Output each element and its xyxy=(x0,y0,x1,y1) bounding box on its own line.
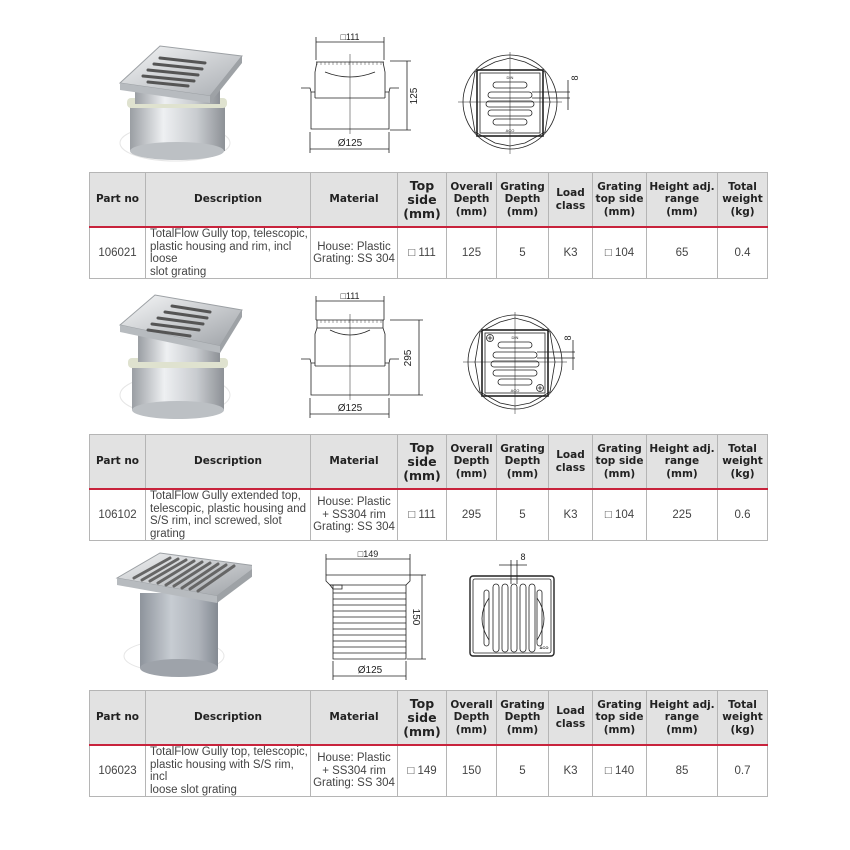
cell-material: House: Plastic Grating: SS 304 xyxy=(311,227,398,279)
header-grating-top-side: Grating top side (mm) xyxy=(593,435,647,490)
header-total-weight: Total weight (kg) xyxy=(718,435,768,490)
top-dimension-label: □111 xyxy=(340,291,360,301)
cell-load-class: K3 xyxy=(549,227,593,279)
header-load-class: Load class xyxy=(549,173,593,228)
diameter-dimension-label: Ø125 xyxy=(337,138,363,149)
cell-overall-depth: 125 xyxy=(447,227,497,279)
header-part-no: Part no xyxy=(90,691,146,746)
cell-height-adj: 85 xyxy=(647,745,718,797)
spec-table-106023 xyxy=(89,690,768,797)
header-overall-depth: Overall Depth (mm) xyxy=(447,173,497,228)
header-material: Material xyxy=(311,173,398,228)
slot-dimension-label: 8 xyxy=(570,75,580,81)
header-part-no: Part no xyxy=(90,173,146,228)
cell-load-class: K3 xyxy=(549,489,593,541)
cell-height-adj: 225 xyxy=(647,489,718,541)
cell-overall-depth: 295 xyxy=(447,489,497,541)
cell-description: TotalFlow Gully top, telescopic, plastic housing and rim, incl loose slot grating xyxy=(146,227,311,279)
height-dimension-label: 150 xyxy=(410,608,421,626)
grating-label-bottom: ACO xyxy=(505,128,515,133)
table-header-row xyxy=(90,691,768,746)
aco-logo: ACO xyxy=(539,645,549,650)
header-grating-top-side: Grating top side (mm) xyxy=(593,173,647,228)
cell-height-adj: 65 xyxy=(647,227,718,279)
header-description: Description xyxy=(146,691,311,746)
top-view-drawing-106023 xyxy=(465,548,565,658)
cell-description: TotalFlow Gully extended top, telescopic, plastic housing and S/S rim, incl screwed, slot grating xyxy=(146,489,311,541)
header-height-adj: Height adj. range (mm) xyxy=(647,435,718,490)
header-grating-depth: Grating Depth (mm) xyxy=(497,691,549,746)
diameter-dimension-label: Ø125 xyxy=(337,403,363,414)
header-height-adj: Height adj. range (mm) xyxy=(647,691,718,746)
header-top-side: Top side (mm) xyxy=(398,691,447,746)
cell-material: House: Plastic + SS304 rim Grating: SS 304 xyxy=(311,745,398,797)
height-dimension-label: 125 xyxy=(409,87,420,105)
product-photo-106023 xyxy=(112,548,252,683)
grating-label-top: DIN xyxy=(506,75,514,80)
header-load-class: Load class xyxy=(549,435,593,490)
side-view-drawing-106023 xyxy=(300,545,435,680)
cell-grating-depth: 5 xyxy=(497,489,549,541)
cell-load-class: K3 xyxy=(549,745,593,797)
grating-label-bottom: ACO xyxy=(510,388,520,393)
header-overall-depth: Overall Depth (mm) xyxy=(447,435,497,490)
cell-top-side: □ 149 xyxy=(398,745,447,797)
grating-label-top: DIN xyxy=(511,335,519,340)
cell-material: House: Plastic + SS304 rim Grating: SS 304 xyxy=(311,489,398,541)
cell-description: TotalFlow Gully top, telescopic, plastic housing with S/S rim, incl loose slot grating xyxy=(146,745,311,797)
cell-grating-top-side: □ 104 xyxy=(593,227,647,279)
cell-total-weight: 0.7 xyxy=(718,745,768,797)
header-overall-depth: Overall Depth (mm) xyxy=(447,691,497,746)
cell-total-weight: 0.6 xyxy=(718,489,768,541)
header-load-class: Load class xyxy=(549,691,593,746)
cell-overall-depth: 150 xyxy=(447,745,497,797)
table-row xyxy=(90,745,768,797)
top-dimension-label: □111 xyxy=(340,32,360,42)
cell-top-side: □ 111 xyxy=(398,489,447,541)
header-total-weight: Total weight (kg) xyxy=(718,173,768,228)
cell-grating-depth: 5 xyxy=(497,227,549,279)
diameter-dimension-label: Ø125 xyxy=(357,665,383,676)
cell-part-no: 106102 xyxy=(90,489,146,541)
cell-part-no: 106023 xyxy=(90,745,146,797)
header-material: Material xyxy=(311,691,398,746)
header-top-side: Top side (mm) xyxy=(398,173,447,228)
cell-grating-depth: 5 xyxy=(497,745,549,797)
cell-top-side: □ 111 xyxy=(398,227,447,279)
header-grating-top-side: Grating top side (mm) xyxy=(593,691,647,746)
cell-part-no: 106021 xyxy=(90,227,146,279)
header-description: Description xyxy=(146,435,311,490)
top-dimension-label: □149 xyxy=(357,549,379,559)
header-part-no: Part no xyxy=(90,435,146,490)
header-height-adj: Height adj. range (mm) xyxy=(647,173,718,228)
slot-dimension-label: 8 xyxy=(563,335,573,341)
slot-dimension-label: 8 xyxy=(520,552,526,562)
header-top-side: Top side (mm) xyxy=(398,435,447,490)
cell-total-weight: 0.4 xyxy=(718,227,768,279)
height-dimension-label: 295 xyxy=(403,349,414,367)
header-grating-depth: Grating Depth (mm) xyxy=(497,435,549,490)
header-material: Material xyxy=(311,435,398,490)
cell-grating-top-side: □ 104 xyxy=(593,489,647,541)
header-grating-depth: Grating Depth (mm) xyxy=(497,173,549,228)
header-description: Description xyxy=(146,173,311,228)
cell-grating-top-side: □ 140 xyxy=(593,745,647,797)
header-total-weight: Total weight (kg) xyxy=(718,691,768,746)
